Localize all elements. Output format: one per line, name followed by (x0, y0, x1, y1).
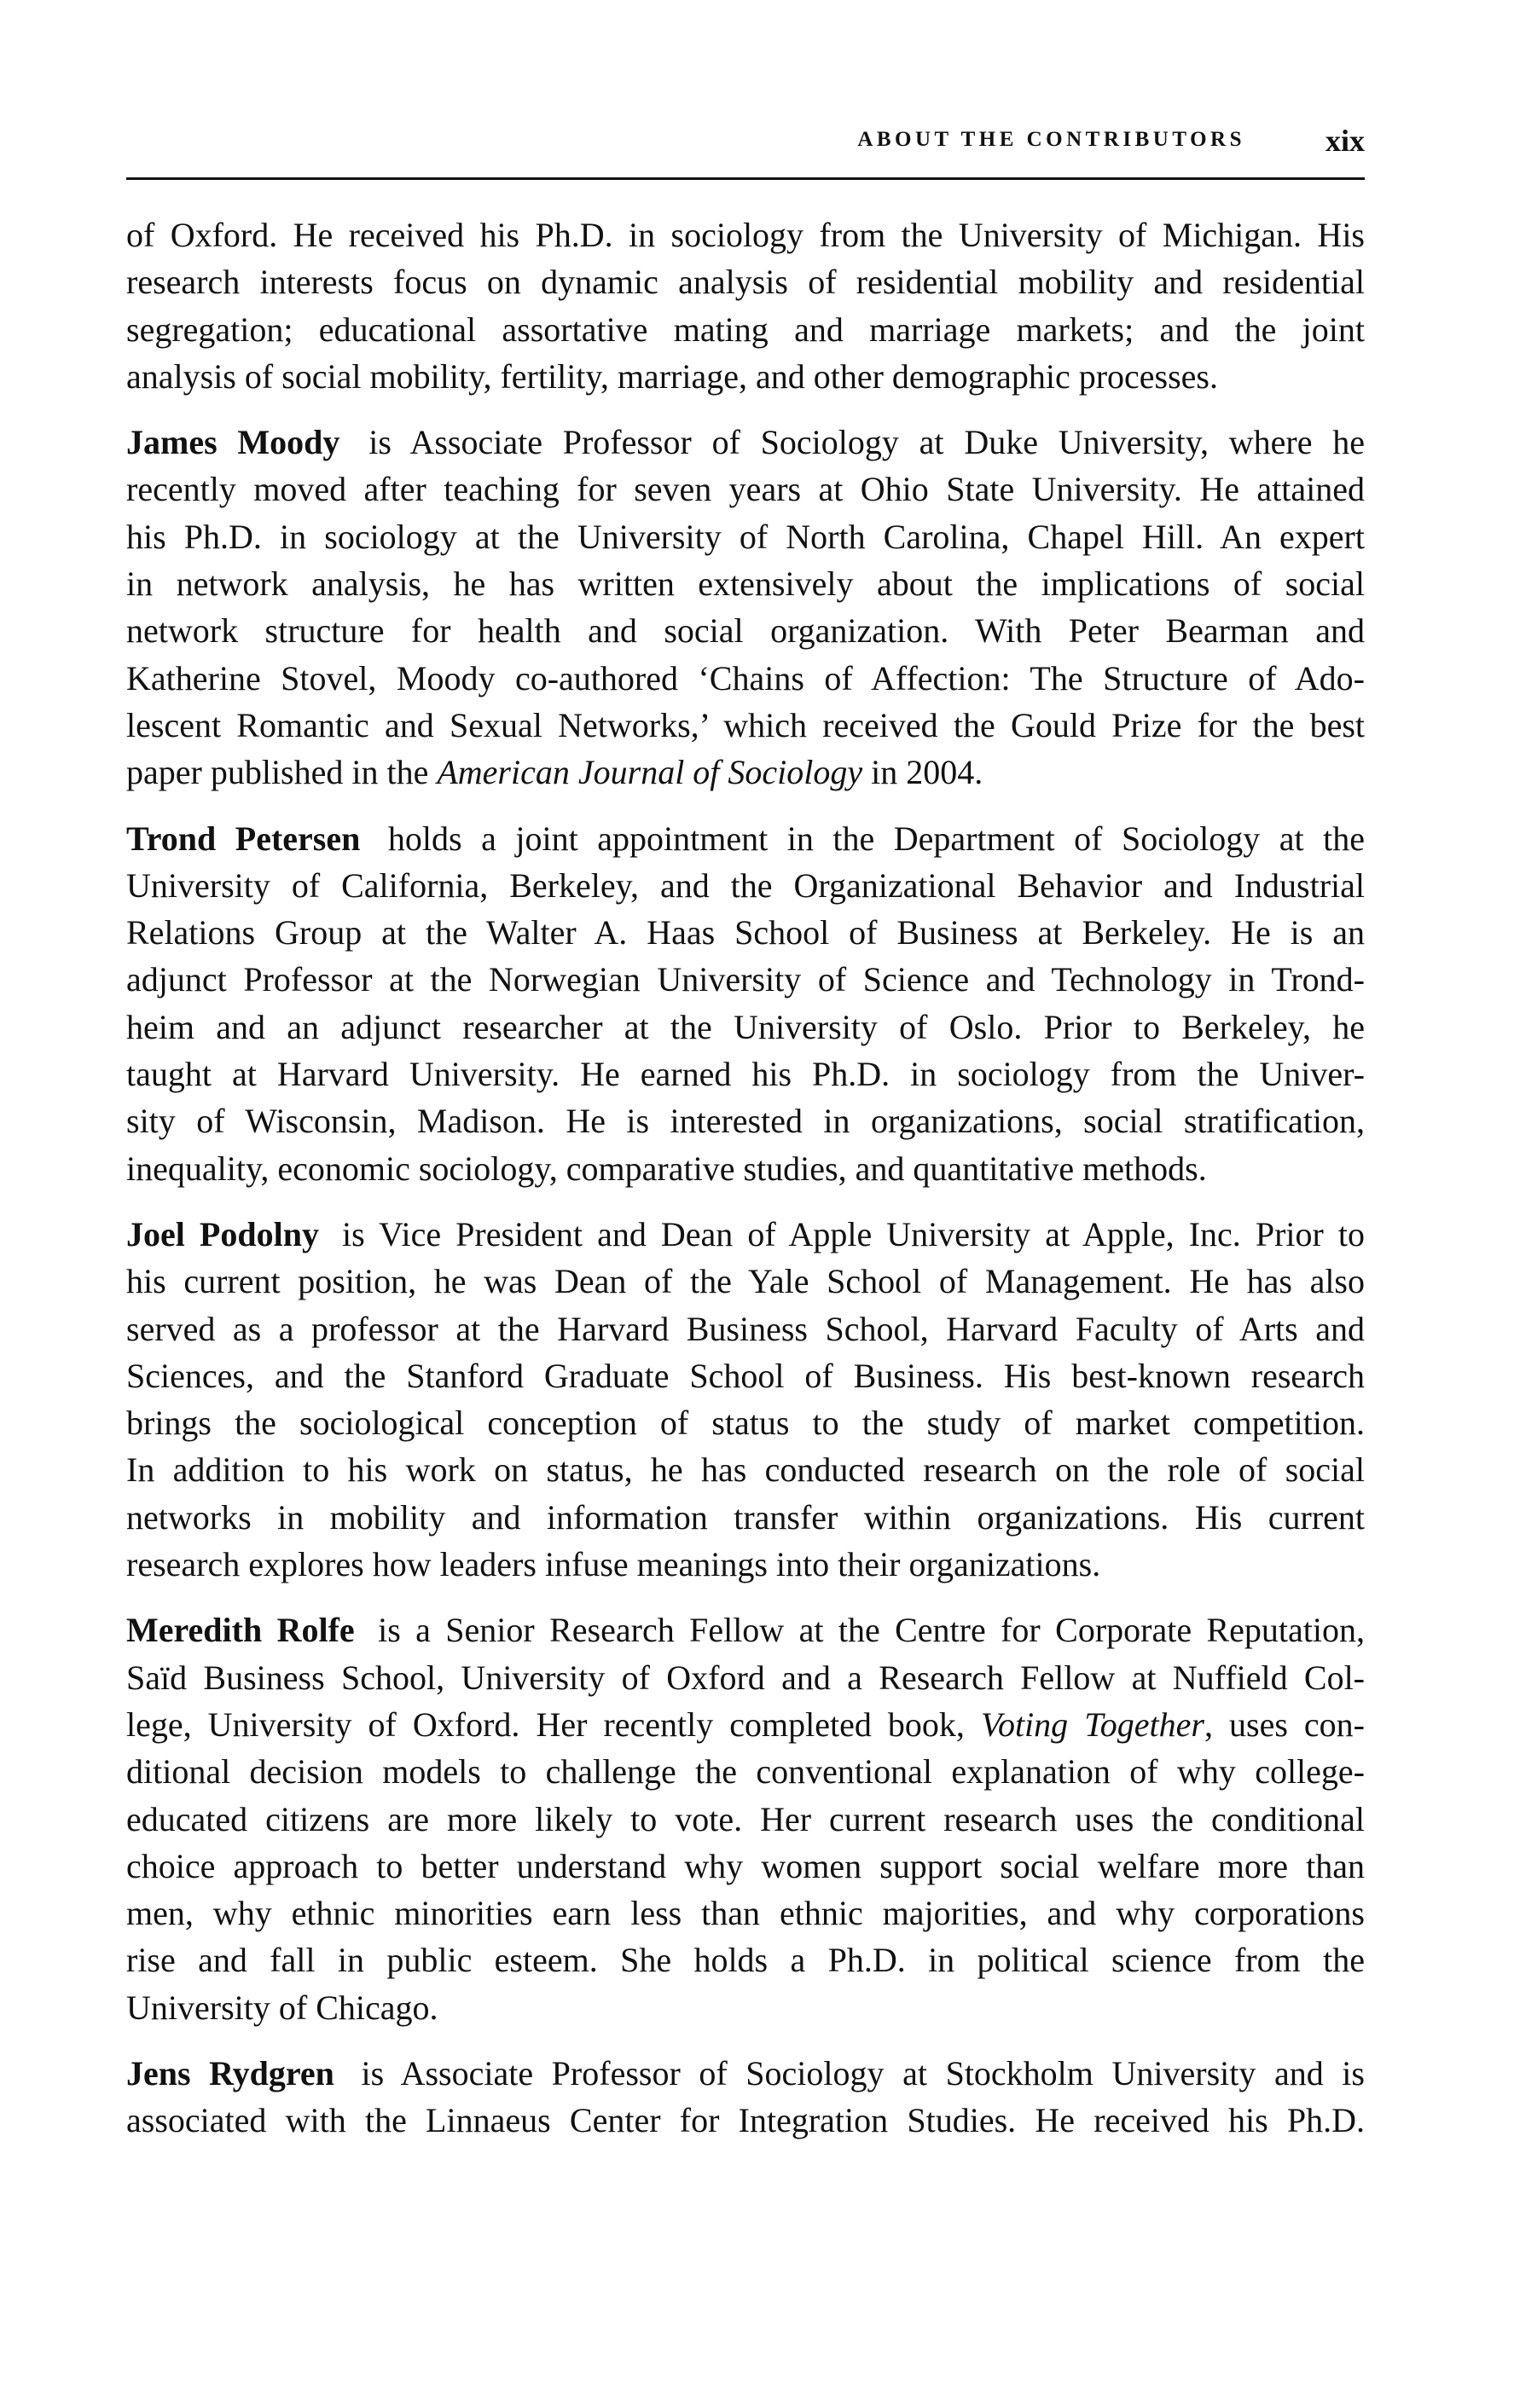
text-line: inequality, economic sociology, comparative studies, and quantitative methods. (126, 1149, 1207, 1188)
contributor-entry-rydgren (126, 2050, 1365, 2145)
text-line: choice approach to better understand why women support social welfare more than (126, 1846, 1365, 1885)
book-title: Voting Together (980, 1705, 1204, 1744)
journal-title: American Journal of Sociology (437, 753, 863, 792)
text-line: In addition to his work on status, he has conducted research on the role of social (126, 1450, 1365, 1490)
text-line: associated with the Linnaeus Center for Integration Studies. He received his Ph.D. (126, 2101, 1365, 2140)
text-line: men, why ethnic minorities earn less than ethnic majorities, and why corporations (126, 1894, 1365, 1933)
running-title: ABOUT THE CONTRIBUTORS (857, 128, 1245, 151)
text-line: Saïd Business School, University of Oxford and a Research Fellow at Nuffield Col- (126, 1658, 1365, 1697)
contributor-entry-rolfe (126, 1606, 1365, 2031)
running-head (126, 124, 1365, 159)
contributor-name: Meredith Rolfe (126, 1611, 355, 1650)
text-line (126, 749, 1365, 796)
contributor-name: Joel Podolny (126, 1214, 319, 1253)
text-line: research explores how leaders infuse meanings into their organizations. (126, 1545, 1101, 1584)
text-line (126, 1701, 1365, 1748)
text-line: brings the sociological conception of status to the study of market competition. (126, 1404, 1365, 1443)
text-line (126, 815, 1365, 862)
text-line: rise and fall in public esteem. She holds a Ph.D. in political science from the (126, 1941, 1365, 1980)
text-line (126, 1606, 1365, 1653)
text-run: paper published in the (126, 753, 438, 792)
text-line: taught at Harvard University. He earned his Ph.D. in sociology from the Univer- (126, 1055, 1365, 1094)
text-line: networks in mobility and information transfer within organizations. His current (126, 1497, 1365, 1537)
text-line (126, 1211, 1365, 1258)
text-run: is a Senior Research Fellow at the Centre for Corporate Reputation, (378, 1611, 1365, 1650)
text-line: network structure for health and social organization. With Peter Bearman and (126, 611, 1365, 651)
text-line: research interests focus on dynamic analysis of residential mobility and residential (126, 263, 1365, 302)
text-run: is Associate Professor of Sociology at Stockholm University and is (361, 2053, 1365, 2093)
text-run: lege, University of Oxford. Her recently completed book, (126, 1705, 981, 1744)
text-line: Relations Group at the Walter A. Haas School of Business at Berkeley. He is an (126, 913, 1365, 952)
text-line: University of Chicago. (126, 1988, 438, 2027)
contributor-entry-petersen (126, 815, 1365, 1192)
text-run: holds a joint appointment in the Department of Sociology at the (387, 819, 1365, 858)
text-line: lescent Romantic and Sexual Networks,’ which received the Gould Prize for the best (126, 705, 1365, 744)
text-line: Katherine Stovel, Moody co-authored ‘Chains of Affection: The Structure of Ado- (126, 658, 1365, 698)
text-run: , uses con- (1204, 1705, 1365, 1744)
text-line: ditional decision models to challenge the conventional explanation of why college- (126, 1752, 1365, 1792)
contributor-name: Trond Petersen (126, 819, 361, 858)
contributor-entry-moody (126, 419, 1365, 796)
text-line: his current position, he was Dean of the Yale School of Management. He has also (126, 1262, 1365, 1301)
contributor-entry-continued (126, 211, 1365, 400)
text-run: is Associate Professor of Sociology at Duke University, where he (368, 423, 1366, 462)
text-run: in 2004. (862, 753, 983, 792)
text-line: served as a professor at the Harvard Business School, Harvard Faculty of Arts and (126, 1309, 1365, 1348)
header-rule (126, 177, 1365, 180)
text-line: segregation; educational assortative mating and marriage markets; and the joint (126, 310, 1365, 349)
text-line: University of California, Berkeley, and the Organizational Behavior and Industrial (126, 865, 1365, 905)
text-line: in network analysis, he has written extensively about the implications of social (126, 564, 1365, 604)
text-line: his Ph.D. in sociology at the University of North Carolina, Chapel Hill. An expert (126, 517, 1365, 556)
contributor-name: James Moody (126, 423, 340, 462)
text-line: Sciences, and the Stanford Graduate School of Business. His best-known research (126, 1356, 1365, 1395)
text-line (126, 2050, 1365, 2097)
page-number: xix (1325, 124, 1365, 158)
text-line: sity of Wisconsin, Madison. He is interested in organizations, social stratification, (126, 1102, 1365, 1141)
contributors-text (126, 211, 1365, 2163)
text-line: heim and an adjunct researcher at the University of Oslo. Prior to Berkeley, he (126, 1007, 1365, 1046)
contributor-name: Jens Rydgren (126, 2053, 334, 2093)
text-line (126, 419, 1365, 466)
text-line: adjunct Professor at the Norwegian University of Science and Technology in Trond- (126, 960, 1365, 999)
text-run: is Vice President and Dean of Apple University at Apple, Inc. Prior to (342, 1214, 1366, 1253)
contributor-entry-podolny (126, 1211, 1365, 1588)
text-line: educated citizens are more likely to vote. Her current research uses the conditional (126, 1799, 1365, 1838)
text-line: recently moved after teaching for seven years at Ohio State University. He attained (126, 470, 1365, 509)
text-line: of Oxford. He received his Ph.D. in sociology from the University of Michigan. His (126, 216, 1365, 254)
text-line: analysis of social mobility, fertility, marriage, and other demographic processes. (126, 356, 1218, 396)
